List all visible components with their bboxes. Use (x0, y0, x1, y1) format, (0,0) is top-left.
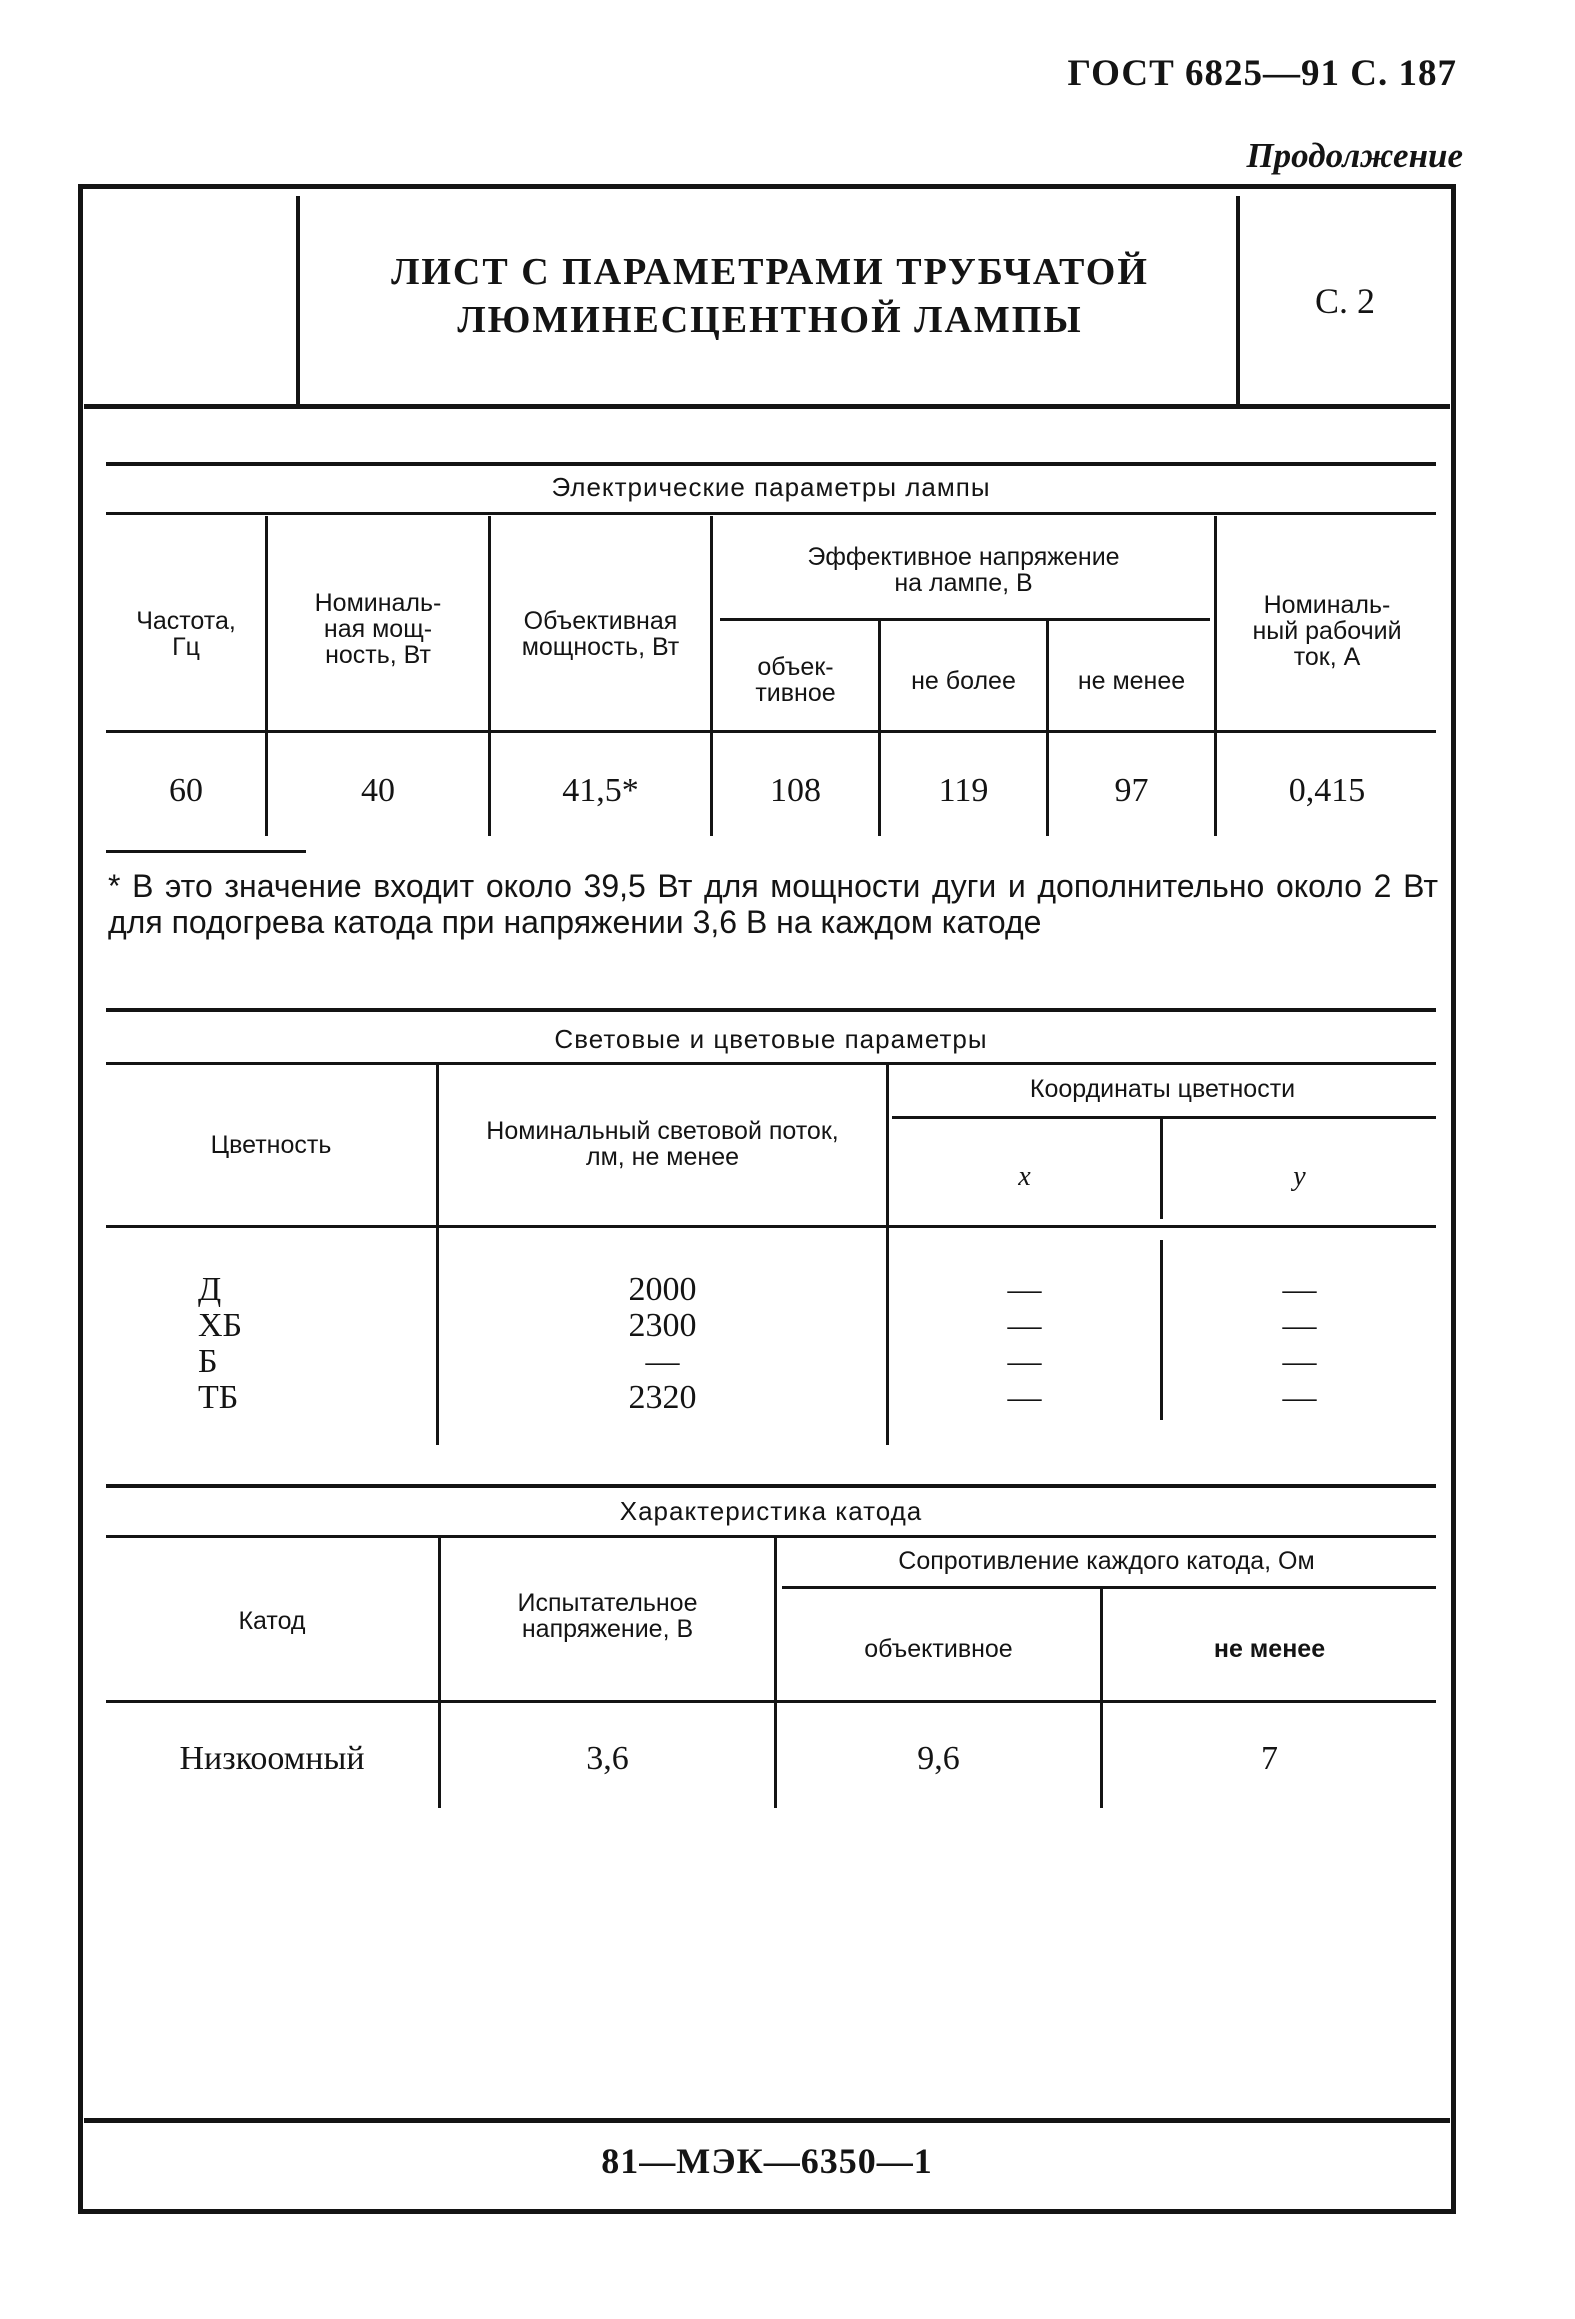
cell-voltage-min: 97 (1114, 772, 1149, 809)
coords-group-rule (892, 1116, 1436, 1119)
resistance-group-rule (782, 1586, 1436, 1589)
header-current: Номиналь- ный рабочий ток, А (1252, 591, 1402, 671)
footnote: * В это значение входит около 39,5 Вт для мощности дуги и дополнительно около 2 Вт для подогрева катода при напряжении 3,6 В на каждом катоде (108, 868, 1438, 940)
electrical-caption-rule (106, 512, 1436, 515)
sheet-page-number: С. 2 (1314, 281, 1375, 321)
sheet-title (300, 248, 1240, 344)
flux-item: 2000 (628, 1271, 697, 1308)
voltage-group-rule (720, 618, 1210, 621)
cell-nominal-power: 40 (361, 772, 395, 809)
cell-frequency: 60 (169, 772, 203, 809)
standard-header: ГОСТ 6825—91 С. 187 (1067, 53, 1457, 94)
header-cathode: Катод (238, 1607, 306, 1635)
cell-voltage-max: 119 (938, 772, 989, 809)
header-voltage-min: не менее (1077, 667, 1186, 695)
sheet-title-line2: ЛЮМИНЕСЦЕНТНОЙ ЛАМПЫ (457, 299, 1083, 341)
electrical-caption: Электрические параметры лампы (551, 472, 991, 502)
flux-list (439, 1272, 886, 1416)
header-voltage-max: не более (911, 667, 1016, 695)
electrical-top-rule (106, 462, 1436, 466)
flux-item: — (645, 1343, 680, 1380)
color-item: ХБ (198, 1307, 243, 1344)
x-item: — (1007, 1343, 1042, 1380)
header-resistance-min: не менее (1213, 1635, 1326, 1663)
color-item: Д (198, 1271, 222, 1308)
cell-test-voltage: 3,6 (586, 1740, 629, 1777)
header-nominal-power: Номиналь- ная мощ- ность, Вт (314, 589, 442, 669)
y-item: — (1282, 1307, 1317, 1344)
light-header-rule (106, 1225, 1436, 1228)
header-voltage-objective: объек- тивное (755, 653, 836, 707)
x-item: — (1007, 1271, 1042, 1308)
y-item: — (1282, 1343, 1317, 1380)
x-item: — (1007, 1379, 1042, 1416)
y-list (1163, 1272, 1436, 1416)
cell-resistance-objective: 9,6 (917, 1740, 960, 1777)
cathode-top-rule (106, 1484, 1436, 1488)
footnote-rule (106, 850, 306, 853)
cell-resistance-min: 7 (1261, 1740, 1278, 1777)
color-list (198, 1272, 242, 1416)
header-test-voltage: Испытательное напряжение, В (517, 1589, 698, 1643)
title-bottom-rule (84, 404, 1450, 409)
color-item: ТБ (198, 1379, 239, 1416)
x-list (889, 1272, 1160, 1416)
footer-rule (84, 2118, 1450, 2123)
light-top-rule (106, 1008, 1436, 1012)
header-voltage-group: Эффективное напряжение на лампе, В (807, 543, 1120, 597)
color-item: Б (198, 1343, 218, 1380)
x-item: — (1007, 1307, 1042, 1344)
header-flux: Номинальный световой поток, лм, не менее (486, 1117, 839, 1171)
continuation-label: Продолжение (1246, 136, 1463, 175)
header-objective-power: Объективная мощность, Вт (521, 607, 680, 661)
light-caption: Световые и цветовые параметры (554, 1024, 988, 1054)
cell-cathode-type: Низкоомный (179, 1740, 365, 1777)
header-resistance-objective: объективное (864, 1635, 1013, 1663)
light-caption-rule (106, 1062, 1436, 1065)
electrical-header-rule (106, 730, 1436, 733)
header-coordinates: Координаты цветности (1029, 1075, 1296, 1103)
cathode-header-rule (106, 1700, 1436, 1703)
flux-item: 2320 (628, 1379, 697, 1416)
sheet-title-line1: ЛИСТ С ПАРАМЕТРАМИ ТРУБЧАТОЙ (391, 251, 1149, 293)
header-resistance: Сопротивление каждого катода, Ом (898, 1547, 1315, 1575)
y-item: — (1282, 1271, 1317, 1308)
header-y: y (1293, 1161, 1306, 1192)
cathode-caption: Характеристика катода (619, 1496, 923, 1526)
cell-objective-power: 41,5* (562, 772, 639, 809)
y-item: — (1282, 1379, 1317, 1416)
cathode-caption-rule (106, 1535, 1436, 1538)
header-x: x (1018, 1161, 1031, 1192)
document-code: 81—МЭК—6350—1 (601, 2141, 933, 2181)
header-color: Цветность (210, 1131, 332, 1159)
cell-current: 0,415 (1288, 772, 1366, 809)
flux-item: 2300 (628, 1307, 697, 1344)
header-frequency: Частота, Гц (136, 607, 236, 661)
cell-voltage-objective: 108 (770, 772, 821, 809)
